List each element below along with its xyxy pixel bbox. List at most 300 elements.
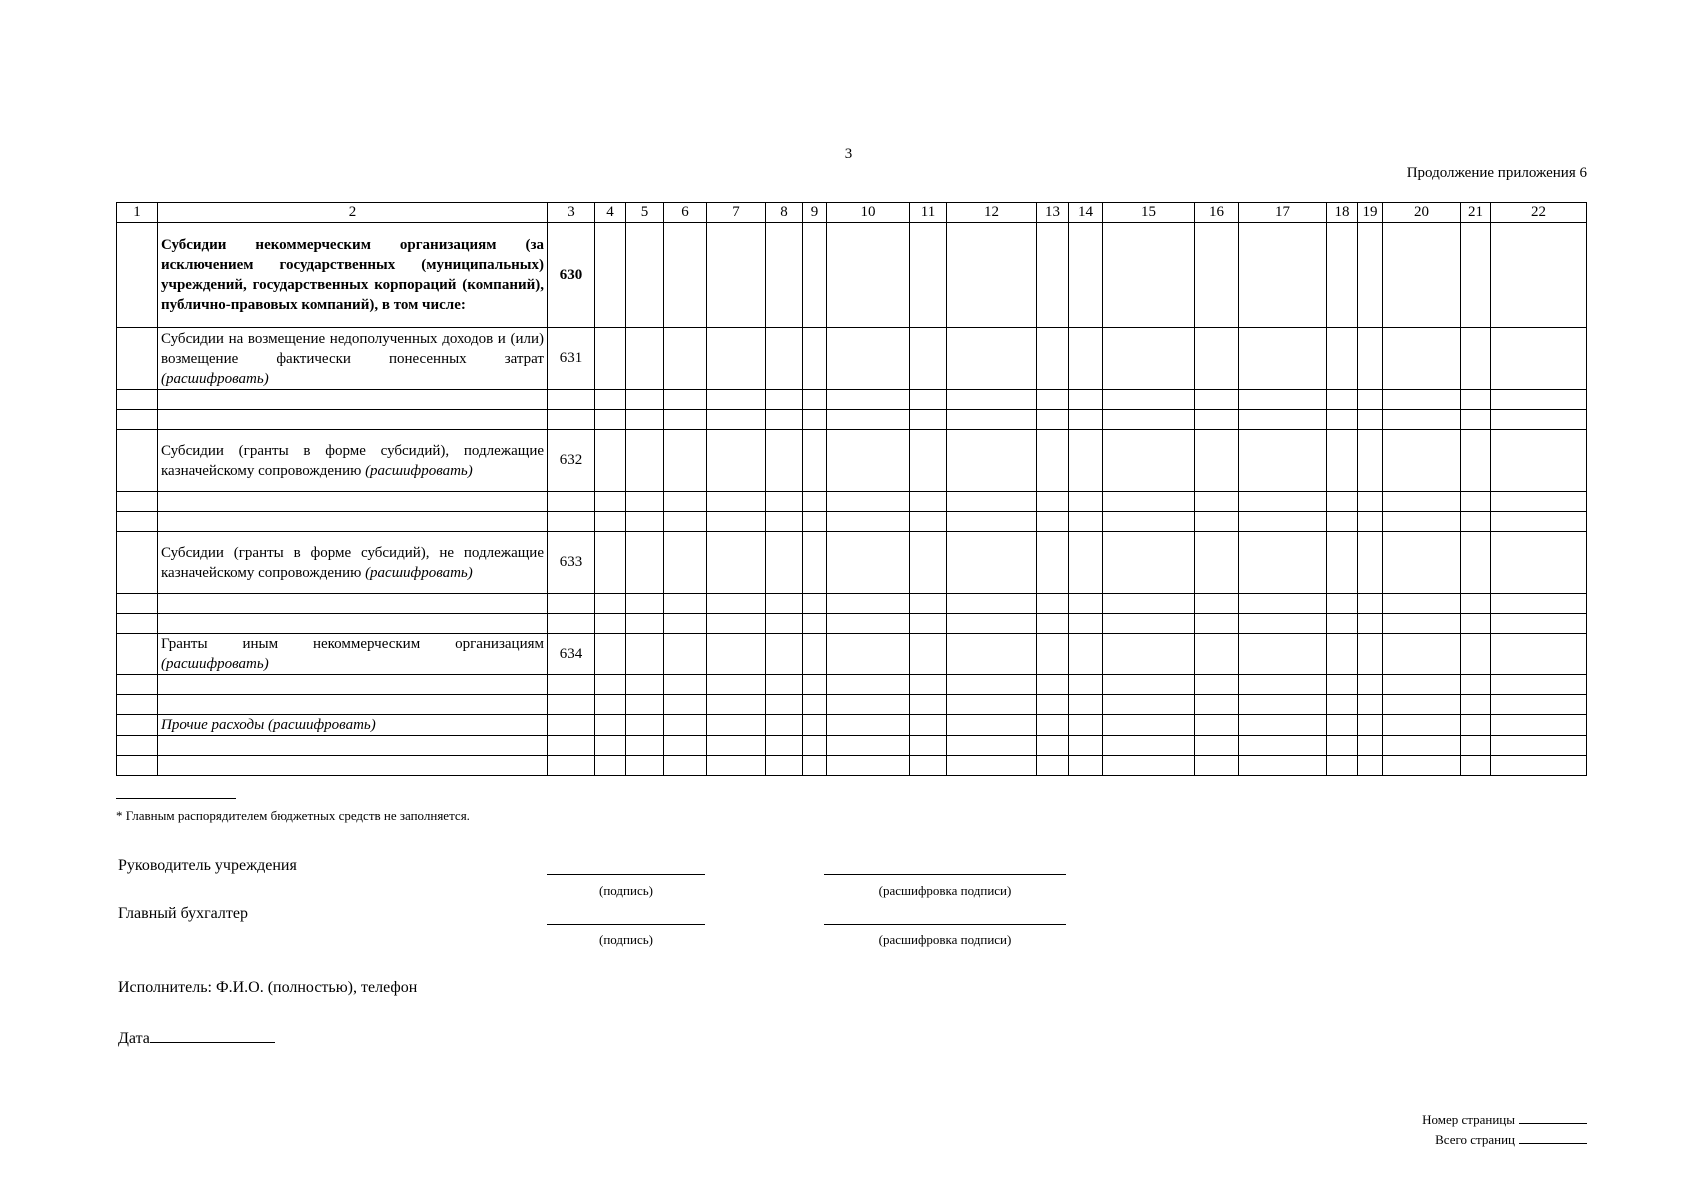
table-cell[interactable] bbox=[158, 675, 548, 695]
table-cell[interactable] bbox=[947, 634, 1037, 675]
table-cell[interactable] bbox=[595, 532, 626, 594]
table-cell[interactable] bbox=[1239, 634, 1327, 675]
table-cell[interactable] bbox=[1037, 430, 1069, 492]
head-decoding-line[interactable] bbox=[824, 874, 1066, 875]
table-cell[interactable] bbox=[1327, 512, 1358, 532]
table-cell[interactable] bbox=[626, 390, 664, 410]
table-cell[interactable] bbox=[1195, 328, 1239, 390]
table-cell[interactable] bbox=[158, 756, 548, 776]
table-cell[interactable] bbox=[827, 532, 910, 594]
table-cell[interactable] bbox=[664, 390, 707, 410]
table-cell[interactable] bbox=[707, 736, 766, 756]
table-cell[interactable] bbox=[1103, 634, 1195, 675]
table-cell[interactable] bbox=[707, 756, 766, 776]
table-cell[interactable] bbox=[1461, 390, 1491, 410]
table-cell[interactable] bbox=[1103, 390, 1195, 410]
table-cell[interactable] bbox=[1195, 223, 1239, 328]
table-cell[interactable] bbox=[1358, 614, 1383, 634]
table-cell[interactable] bbox=[1461, 410, 1491, 430]
table-cell[interactable] bbox=[117, 492, 158, 512]
table-cell[interactable] bbox=[766, 614, 803, 634]
table-cell[interactable] bbox=[626, 756, 664, 776]
table-cell[interactable] bbox=[1491, 410, 1587, 430]
table-cell[interactable] bbox=[947, 675, 1037, 695]
table-cell[interactable] bbox=[707, 492, 766, 512]
table-cell[interactable] bbox=[827, 756, 910, 776]
table-cell[interactable] bbox=[803, 532, 827, 594]
table-cell[interactable] bbox=[1461, 430, 1491, 492]
table-cell[interactable] bbox=[1383, 634, 1461, 675]
table-cell[interactable] bbox=[1239, 715, 1327, 736]
table-cell[interactable] bbox=[595, 430, 626, 492]
table-cell[interactable] bbox=[595, 223, 626, 328]
table-cell[interactable] bbox=[803, 695, 827, 715]
table-cell[interactable] bbox=[1195, 715, 1239, 736]
table-cell[interactable] bbox=[910, 695, 947, 715]
table-cell[interactable] bbox=[1327, 430, 1358, 492]
table-cell[interactable] bbox=[1037, 695, 1069, 715]
table-cell[interactable] bbox=[910, 594, 947, 614]
table-cell[interactable] bbox=[1037, 614, 1069, 634]
table-cell[interactable] bbox=[595, 695, 626, 715]
table-cell[interactable] bbox=[1239, 594, 1327, 614]
table-cell[interactable] bbox=[117, 736, 158, 756]
table-cell[interactable] bbox=[1461, 223, 1491, 328]
table-cell[interactable] bbox=[1103, 695, 1195, 715]
table-cell[interactable] bbox=[1358, 492, 1383, 512]
table-cell[interactable] bbox=[827, 410, 910, 430]
table-cell[interactable] bbox=[1383, 430, 1461, 492]
table-cell[interactable] bbox=[1327, 328, 1358, 390]
table-cell[interactable] bbox=[1327, 614, 1358, 634]
table-cell[interactable] bbox=[1327, 736, 1358, 756]
table-cell[interactable] bbox=[1383, 223, 1461, 328]
table-cell[interactable] bbox=[1358, 430, 1383, 492]
table-cell[interactable] bbox=[1239, 328, 1327, 390]
table-cell[interactable] bbox=[827, 634, 910, 675]
table-cell[interactable] bbox=[1358, 390, 1383, 410]
table-cell[interactable] bbox=[910, 410, 947, 430]
table-cell[interactable] bbox=[766, 634, 803, 675]
table-cell[interactable] bbox=[664, 532, 707, 594]
table-cell[interactable] bbox=[1195, 614, 1239, 634]
table-cell[interactable] bbox=[1358, 756, 1383, 776]
table-cell[interactable] bbox=[827, 736, 910, 756]
table-cell[interactable] bbox=[1195, 532, 1239, 594]
table-cell[interactable] bbox=[1383, 675, 1461, 695]
table-cell[interactable] bbox=[766, 430, 803, 492]
table-cell[interactable] bbox=[1069, 512, 1103, 532]
table-cell[interactable] bbox=[548, 614, 595, 634]
table-cell[interactable] bbox=[1327, 756, 1358, 776]
table-cell[interactable] bbox=[1037, 410, 1069, 430]
table-cell[interactable] bbox=[1037, 756, 1069, 776]
table-cell[interactable] bbox=[1491, 594, 1587, 614]
table-cell[interactable] bbox=[1069, 715, 1103, 736]
table-cell[interactable] bbox=[664, 634, 707, 675]
table-cell[interactable] bbox=[1103, 430, 1195, 492]
table-cell[interactable] bbox=[910, 492, 947, 512]
table-cell[interactable] bbox=[1491, 715, 1587, 736]
table-cell[interactable] bbox=[1069, 223, 1103, 328]
table-cell[interactable] bbox=[626, 594, 664, 614]
table-cell[interactable] bbox=[626, 634, 664, 675]
table-cell[interactable] bbox=[827, 512, 910, 532]
table-cell[interactable] bbox=[947, 736, 1037, 756]
table-cell[interactable] bbox=[626, 328, 664, 390]
table-cell[interactable] bbox=[1327, 390, 1358, 410]
table-cell[interactable] bbox=[626, 532, 664, 594]
table-cell[interactable] bbox=[626, 695, 664, 715]
table-cell[interactable] bbox=[910, 512, 947, 532]
table-cell[interactable] bbox=[766, 594, 803, 614]
table-cell[interactable] bbox=[827, 675, 910, 695]
table-cell[interactable] bbox=[1037, 594, 1069, 614]
table-cell[interactable] bbox=[766, 492, 803, 512]
table-cell[interactable] bbox=[1327, 695, 1358, 715]
table-cell[interactable] bbox=[1069, 328, 1103, 390]
table-cell[interactable] bbox=[707, 594, 766, 614]
table-cell[interactable] bbox=[1037, 532, 1069, 594]
table-cell[interactable] bbox=[1239, 410, 1327, 430]
table-cell[interactable] bbox=[664, 736, 707, 756]
table-cell[interactable] bbox=[1358, 532, 1383, 594]
table-cell[interactable] bbox=[707, 390, 766, 410]
table-cell[interactable] bbox=[1327, 594, 1358, 614]
table-cell[interactable] bbox=[766, 695, 803, 715]
table-cell[interactable] bbox=[707, 675, 766, 695]
table-cell[interactable] bbox=[803, 736, 827, 756]
table-cell[interactable] bbox=[1358, 736, 1383, 756]
table-cell[interactable] bbox=[947, 390, 1037, 410]
table-cell[interactable] bbox=[1461, 492, 1491, 512]
table-cell[interactable] bbox=[1239, 532, 1327, 594]
table-cell[interactable] bbox=[117, 695, 158, 715]
table-cell[interactable] bbox=[595, 492, 626, 512]
table-cell[interactable] bbox=[1327, 715, 1358, 736]
table-cell[interactable] bbox=[1103, 223, 1195, 328]
table-cell[interactable] bbox=[158, 492, 548, 512]
table-cell[interactable] bbox=[707, 695, 766, 715]
table-cell[interactable] bbox=[803, 390, 827, 410]
table-cell[interactable] bbox=[1195, 430, 1239, 492]
table-cell[interactable] bbox=[803, 634, 827, 675]
table-cell[interactable] bbox=[1037, 736, 1069, 756]
table-cell[interactable] bbox=[910, 430, 947, 492]
table-cell[interactable] bbox=[707, 223, 766, 328]
table-cell[interactable] bbox=[910, 675, 947, 695]
table-cell[interactable] bbox=[1461, 675, 1491, 695]
table-cell[interactable] bbox=[1327, 492, 1358, 512]
accountant-signature-line[interactable] bbox=[547, 924, 705, 925]
table-cell[interactable] bbox=[803, 675, 827, 695]
total-pages-line[interactable] bbox=[1519, 1131, 1587, 1144]
table-cell[interactable] bbox=[947, 430, 1037, 492]
table-cell[interactable] bbox=[947, 223, 1037, 328]
table-cell[interactable] bbox=[1383, 492, 1461, 512]
table-cell[interactable] bbox=[1069, 492, 1103, 512]
table-cell[interactable] bbox=[117, 390, 158, 410]
table-cell[interactable] bbox=[1491, 736, 1587, 756]
table-cell[interactable] bbox=[1358, 328, 1383, 390]
table-cell[interactable] bbox=[766, 756, 803, 776]
table-cell[interactable] bbox=[1358, 675, 1383, 695]
table-cell[interactable] bbox=[1069, 634, 1103, 675]
table-cell[interactable] bbox=[1461, 532, 1491, 594]
table-cell[interactable] bbox=[664, 492, 707, 512]
table-cell[interactable] bbox=[158, 594, 548, 614]
table-cell[interactable] bbox=[595, 614, 626, 634]
table-cell[interactable] bbox=[910, 715, 947, 736]
table-cell[interactable] bbox=[947, 410, 1037, 430]
table-cell[interactable] bbox=[1461, 736, 1491, 756]
table-cell[interactable] bbox=[117, 532, 158, 594]
table-cell[interactable] bbox=[910, 390, 947, 410]
table-cell[interactable] bbox=[595, 634, 626, 675]
table-cell[interactable] bbox=[803, 594, 827, 614]
table-cell[interactable] bbox=[1103, 614, 1195, 634]
table-cell[interactable] bbox=[947, 756, 1037, 776]
table-cell[interactable] bbox=[117, 756, 158, 776]
table-cell[interactable] bbox=[595, 410, 626, 430]
table-cell[interactable] bbox=[1383, 614, 1461, 634]
table-cell[interactable] bbox=[766, 223, 803, 328]
table-cell[interactable] bbox=[664, 328, 707, 390]
table-cell[interactable] bbox=[117, 410, 158, 430]
table-cell[interactable] bbox=[595, 756, 626, 776]
table-cell[interactable] bbox=[766, 736, 803, 756]
table-cell[interactable] bbox=[595, 736, 626, 756]
table-cell[interactable] bbox=[1491, 675, 1587, 695]
head-signature-line[interactable] bbox=[547, 874, 705, 875]
table-cell[interactable] bbox=[117, 430, 158, 492]
table-cell[interactable] bbox=[626, 492, 664, 512]
table-cell[interactable] bbox=[707, 512, 766, 532]
table-cell[interactable] bbox=[1103, 328, 1195, 390]
table-cell[interactable] bbox=[1195, 492, 1239, 512]
table-cell[interactable] bbox=[548, 390, 595, 410]
date-line[interactable] bbox=[150, 1027, 275, 1043]
table-cell[interactable] bbox=[1069, 695, 1103, 715]
table-cell[interactable] bbox=[1461, 594, 1491, 614]
table-cell[interactable] bbox=[1069, 594, 1103, 614]
table-cell[interactable] bbox=[1195, 512, 1239, 532]
table-cell[interactable] bbox=[1327, 410, 1358, 430]
table-cell[interactable] bbox=[1239, 223, 1327, 328]
table-cell[interactable] bbox=[1383, 695, 1461, 715]
table-cell[interactable] bbox=[1491, 756, 1587, 776]
table-cell[interactable] bbox=[803, 410, 827, 430]
table-cell[interactable] bbox=[1069, 430, 1103, 492]
table-cell[interactable] bbox=[910, 328, 947, 390]
table-cell[interactable] bbox=[1327, 675, 1358, 695]
table-cell[interactable] bbox=[1103, 594, 1195, 614]
table-cell[interactable] bbox=[548, 512, 595, 532]
table-cell[interactable] bbox=[595, 512, 626, 532]
table-cell[interactable] bbox=[1383, 410, 1461, 430]
table-cell[interactable] bbox=[1195, 756, 1239, 776]
table-cell[interactable] bbox=[548, 594, 595, 614]
table-cell[interactable] bbox=[1461, 512, 1491, 532]
table-cell[interactable] bbox=[803, 492, 827, 512]
table-cell[interactable] bbox=[664, 410, 707, 430]
table-cell[interactable] bbox=[707, 614, 766, 634]
table-cell[interactable] bbox=[548, 736, 595, 756]
table-cell[interactable] bbox=[1491, 328, 1587, 390]
table-cell[interactable] bbox=[947, 614, 1037, 634]
table-cell[interactable] bbox=[664, 715, 707, 736]
table-cell[interactable] bbox=[1037, 675, 1069, 695]
table-cell[interactable] bbox=[1195, 594, 1239, 614]
table-cell[interactable] bbox=[1069, 410, 1103, 430]
table-cell[interactable] bbox=[1327, 532, 1358, 594]
table-cell[interactable] bbox=[947, 492, 1037, 512]
table-cell[interactable] bbox=[1491, 223, 1587, 328]
table-cell[interactable] bbox=[766, 532, 803, 594]
table-cell[interactable] bbox=[910, 634, 947, 675]
table-cell[interactable] bbox=[158, 695, 548, 715]
table-cell[interactable] bbox=[827, 223, 910, 328]
table-cell[interactable] bbox=[1383, 715, 1461, 736]
table-cell[interactable] bbox=[1358, 223, 1383, 328]
table-cell[interactable] bbox=[1491, 614, 1587, 634]
table-cell[interactable] bbox=[947, 715, 1037, 736]
table-cell[interactable] bbox=[1358, 512, 1383, 532]
table-cell[interactable] bbox=[1195, 634, 1239, 675]
table-cell[interactable] bbox=[1491, 512, 1587, 532]
table-cell[interactable] bbox=[1239, 390, 1327, 410]
table-cell[interactable] bbox=[664, 756, 707, 776]
table-cell[interactable] bbox=[1239, 492, 1327, 512]
table-cell[interactable] bbox=[803, 223, 827, 328]
table-cell[interactable] bbox=[595, 675, 626, 695]
table-cell[interactable] bbox=[707, 410, 766, 430]
table-cell[interactable] bbox=[548, 756, 595, 776]
table-cell[interactable] bbox=[827, 715, 910, 736]
table-cell[interactable] bbox=[1358, 715, 1383, 736]
table-cell[interactable] bbox=[1069, 675, 1103, 695]
table-cell[interactable] bbox=[1037, 492, 1069, 512]
table-cell[interactable] bbox=[827, 614, 910, 634]
table-cell[interactable] bbox=[1195, 675, 1239, 695]
table-cell[interactable] bbox=[664, 223, 707, 328]
table-cell[interactable] bbox=[1383, 512, 1461, 532]
table-cell[interactable] bbox=[626, 614, 664, 634]
table-cell[interactable] bbox=[158, 614, 548, 634]
table-cell[interactable] bbox=[1491, 430, 1587, 492]
table-cell[interactable] bbox=[117, 512, 158, 532]
table-cell[interactable] bbox=[1239, 695, 1327, 715]
table-cell[interactable] bbox=[1069, 614, 1103, 634]
table-cell[interactable] bbox=[1037, 328, 1069, 390]
table-cell[interactable] bbox=[1327, 223, 1358, 328]
accountant-decoding-line[interactable] bbox=[824, 924, 1066, 925]
table-cell[interactable] bbox=[664, 614, 707, 634]
table-cell[interactable] bbox=[1383, 736, 1461, 756]
table-cell[interactable] bbox=[1358, 695, 1383, 715]
table-cell[interactable] bbox=[1461, 328, 1491, 390]
table-cell[interactable] bbox=[117, 675, 158, 695]
table-cell[interactable] bbox=[1239, 756, 1327, 776]
table-cell[interactable] bbox=[117, 614, 158, 634]
table-cell[interactable] bbox=[1103, 410, 1195, 430]
table-cell[interactable] bbox=[1461, 756, 1491, 776]
table-cell[interactable] bbox=[707, 430, 766, 492]
table-cell[interactable] bbox=[947, 328, 1037, 390]
table-cell[interactable] bbox=[117, 715, 158, 736]
table-cell[interactable] bbox=[1239, 430, 1327, 492]
table-cell[interactable] bbox=[158, 390, 548, 410]
table-cell[interactable] bbox=[1461, 634, 1491, 675]
table-cell[interactable] bbox=[1103, 736, 1195, 756]
table-cell[interactable] bbox=[595, 594, 626, 614]
table-cell[interactable] bbox=[803, 756, 827, 776]
table-cell[interactable] bbox=[595, 390, 626, 410]
table-cell[interactable] bbox=[1491, 634, 1587, 675]
table-cell[interactable] bbox=[1103, 532, 1195, 594]
table-cell[interactable] bbox=[595, 328, 626, 390]
table-cell[interactable] bbox=[1461, 715, 1491, 736]
table-cell[interactable] bbox=[827, 695, 910, 715]
table-cell[interactable] bbox=[1037, 223, 1069, 328]
table-cell[interactable] bbox=[947, 532, 1037, 594]
table-cell[interactable] bbox=[1037, 512, 1069, 532]
table-cell[interactable] bbox=[707, 715, 766, 736]
table-cell[interactable] bbox=[158, 512, 548, 532]
table-cell[interactable] bbox=[1383, 594, 1461, 614]
table-cell[interactable] bbox=[766, 675, 803, 695]
table-cell[interactable] bbox=[827, 430, 910, 492]
table-cell[interactable] bbox=[1069, 736, 1103, 756]
table-cell[interactable] bbox=[1358, 410, 1383, 430]
table-cell[interactable] bbox=[947, 695, 1037, 715]
table-cell[interactable] bbox=[1103, 675, 1195, 695]
table-cell[interactable] bbox=[827, 492, 910, 512]
table-cell[interactable] bbox=[1103, 756, 1195, 776]
table-cell[interactable] bbox=[1037, 634, 1069, 675]
table-cell[interactable] bbox=[1239, 675, 1327, 695]
table-cell[interactable] bbox=[626, 410, 664, 430]
table-cell[interactable] bbox=[827, 328, 910, 390]
table-cell[interactable] bbox=[1358, 594, 1383, 614]
page-number-line[interactable] bbox=[1519, 1111, 1587, 1124]
table-cell[interactable] bbox=[947, 594, 1037, 614]
table-cell[interactable] bbox=[1383, 328, 1461, 390]
table-cell[interactable] bbox=[548, 492, 595, 512]
table-cell[interactable] bbox=[117, 594, 158, 614]
table-cell[interactable] bbox=[910, 756, 947, 776]
table-cell[interactable] bbox=[1358, 634, 1383, 675]
table-cell[interactable] bbox=[766, 512, 803, 532]
table-cell[interactable] bbox=[1461, 695, 1491, 715]
table-cell[interactable] bbox=[1239, 736, 1327, 756]
table-cell[interactable] bbox=[827, 390, 910, 410]
table-cell[interactable] bbox=[947, 512, 1037, 532]
table-cell[interactable] bbox=[664, 512, 707, 532]
table-cell[interactable] bbox=[117, 223, 158, 328]
table-cell[interactable] bbox=[548, 675, 595, 695]
table-cell[interactable] bbox=[117, 328, 158, 390]
table-cell[interactable] bbox=[548, 410, 595, 430]
table-cell[interactable] bbox=[664, 675, 707, 695]
table-cell[interactable] bbox=[158, 736, 548, 756]
table-cell[interactable] bbox=[803, 512, 827, 532]
table-cell[interactable] bbox=[1327, 634, 1358, 675]
table-cell[interactable] bbox=[1103, 492, 1195, 512]
table-cell[interactable] bbox=[910, 614, 947, 634]
table-cell[interactable] bbox=[1069, 390, 1103, 410]
table-cell[interactable] bbox=[1491, 390, 1587, 410]
